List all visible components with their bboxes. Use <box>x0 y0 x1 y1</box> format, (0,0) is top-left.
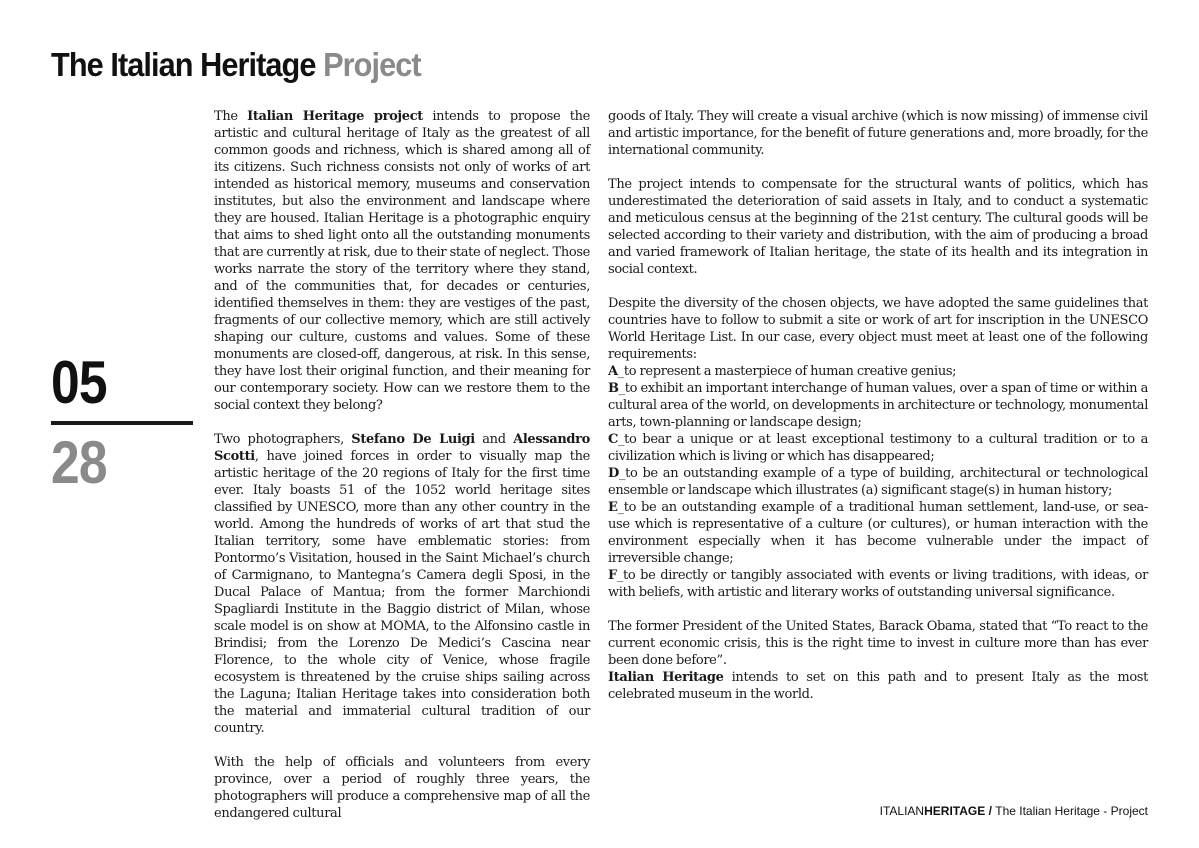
paragraph-text: , have joined forces in order to visually map the artistic heritage of the 20 regions of Italy for the first time ever. Italy boasts 51 of the 1052 world heritage sites classified by UNESCO, more than any other country in the world. Among the hundreds of works of art that stud the Italian territory, some have emblematic stories: from Pontormo’s Visitation, housed in the Saint Michael’s church of Carmignano, to Mantegna’s Camera degli Sposi, in the Ducal Palace of Mantua; from the former Marchiondi Spagliardi Institute in the Baggio district of Milan, whose scale model is on show at MOMA, to the Alfonsino castle in Brindisi; from the Lorenzo De Medici’s Cascina near Florence, to the whole city of Venice, whose fragile ecosystem is threatened by the cruise ships sailing across the Laguna; Italian Heritage takes into consideration both the material and immaterial cultural tradition of our country. <box>214 449 590 736</box>
paragraph-officials: With the help of officials and volunteers from every province, over a period of roughly three years, the photographers will produce a comprehensive map of all the endangered cultural <box>214 755 590 821</box>
requirement-item <box>608 431 1148 465</box>
requirement-item <box>608 380 1148 431</box>
requirement-text: _to be an outstanding example of a type of building, architectural or technological ensemble or landscape which illustrates (a) significant stage(s) in human history; <box>608 466 1148 498</box>
paragraph-politics: The project intends to compensate for the structural wants of politics, which has underestimated the deterioration of said assets in Italy, and to conduct a systematic and meticulous census at the beginning of the 21st century. The cultural goods will be selected according to their variety and distribution, with the aim of producing a broad and varied framework of Italian heritage, the state of its health and its integration in social context. <box>608 177 1148 277</box>
paragraph-closing <box>608 669 1148 703</box>
bold-phrase: Italian Heritage <box>608 670 724 685</box>
photographer-name: Alessandro Scotti <box>214 432 590 464</box>
photographer-name: Stefano De Luigi <box>351 432 475 447</box>
footer-brand-bold: HERITAGE <box>924 804 986 818</box>
requirement-text: _to be an outstanding example of a traditional human settlement, land-use, or sea-use which is representative of a culture (or cultures), or human interaction with the environment especially when it has become vulnerable under the impact of irreversible change; <box>608 500 1148 566</box>
page-number-total: 28 <box>51 429 107 496</box>
paragraph-text: The <box>214 109 248 124</box>
page-footer <box>880 804 1148 818</box>
requirement-text: _to exhibit an important interchange of human values, over a span of time or within a cultural area of the world, on developments in architecture or technology, monumental arts, town-planning or landscape design; <box>608 381 1149 430</box>
paragraph-guidelines: Despite the diversity of the chosen objects, we have adopted the same guidelines that countries have to follow to submit a site or work of art for inscription in the UNESCO World Heritage List. In our case, every object must meet at least one of the following requirements: <box>608 296 1148 362</box>
requirement-item <box>608 499 1148 567</box>
requirement-text: _to represent a masterpiece of human creative genius; <box>617 364 957 379</box>
requirement-item <box>608 567 1148 601</box>
requirements-list <box>608 363 1148 601</box>
requirement-letter: B <box>608 381 619 396</box>
paragraph-text: Two photographers, <box>214 432 352 447</box>
paragraph-intro <box>214 108 590 414</box>
paragraph-quote: The former President of the United States, Barack Obama, stated that “To react to the current economic crisis, this is the right time to invest in culture more than has ever been done before”. <box>608 619 1148 668</box>
paragraph-text: and <box>474 432 514 447</box>
paragraph-photographers <box>214 431 590 737</box>
footer-separator: / <box>985 804 996 818</box>
requirement-letter: D <box>608 466 619 481</box>
footer-text: The Italian Heritage - Project <box>995 804 1148 818</box>
requirement-text: _to bear a unique or at least exceptional testimony to a cultural tradition or to a civilization which is living or which has disappeared; <box>608 432 1148 464</box>
paragraph-archive: goods of Italy. They will create a visual archive (which is now missing) of immense civil and artistic importance, for the benefit of future generations and, more broadly, for the international community. <box>608 109 1148 158</box>
page-number-current: 05 <box>51 349 107 416</box>
requirement-letter: F <box>608 568 617 583</box>
requirement-text: _to be directly or tangibly associated with events or living traditions, with ideas, or with beliefs, with artistic and literary works of outstanding universal significance. <box>608 568 1148 600</box>
paragraph-text: intends to propose the artistic and cultural heritage of Italy as the greatest of all common goods and richness, which is shared among all of its citizens. Such richness consists not only of works of art intended as historical memory, museums and conservation institutes, but also the environment and landscape where they are housed. Italian Heritage is a photographic enquiry that aims to shed light onto all the outstanding monuments that are currently at risk, due to their state of neglect. Those works narrate the story of the territory where they stand, and of the communities that, for decades or centuries, identified themselves in them: they are vestiges of the past, fragments of our collective memory, which are still actively shaping our culture, customs and values. Some of these monuments are closed-off, dangerous, at risk. In this sense, they have lost their original function, and their meaning for our contemporary society. How can we restore them to the social context they belong? <box>214 109 590 413</box>
footer-brand-light: ITALIAN <box>879 804 925 818</box>
requirement-letter: C <box>608 432 618 447</box>
title-accent: Project <box>323 46 421 83</box>
paragraph-text: intends to set on this path and to present Italy as the most celebrated museum in the world. <box>608 670 1148 702</box>
text-column-left <box>214 108 590 822</box>
requirement-letter: A <box>608 364 618 379</box>
title-main: The Italian Heritage <box>51 46 316 83</box>
requirement-item <box>608 465 1148 499</box>
requirement-letter: E <box>608 500 618 515</box>
requirement-item <box>608 363 1148 380</box>
bold-phrase: Italian Heritage project <box>247 109 423 124</box>
page-number-divider <box>51 421 193 425</box>
text-column-right <box>608 108 1148 703</box>
page-title <box>51 46 421 84</box>
